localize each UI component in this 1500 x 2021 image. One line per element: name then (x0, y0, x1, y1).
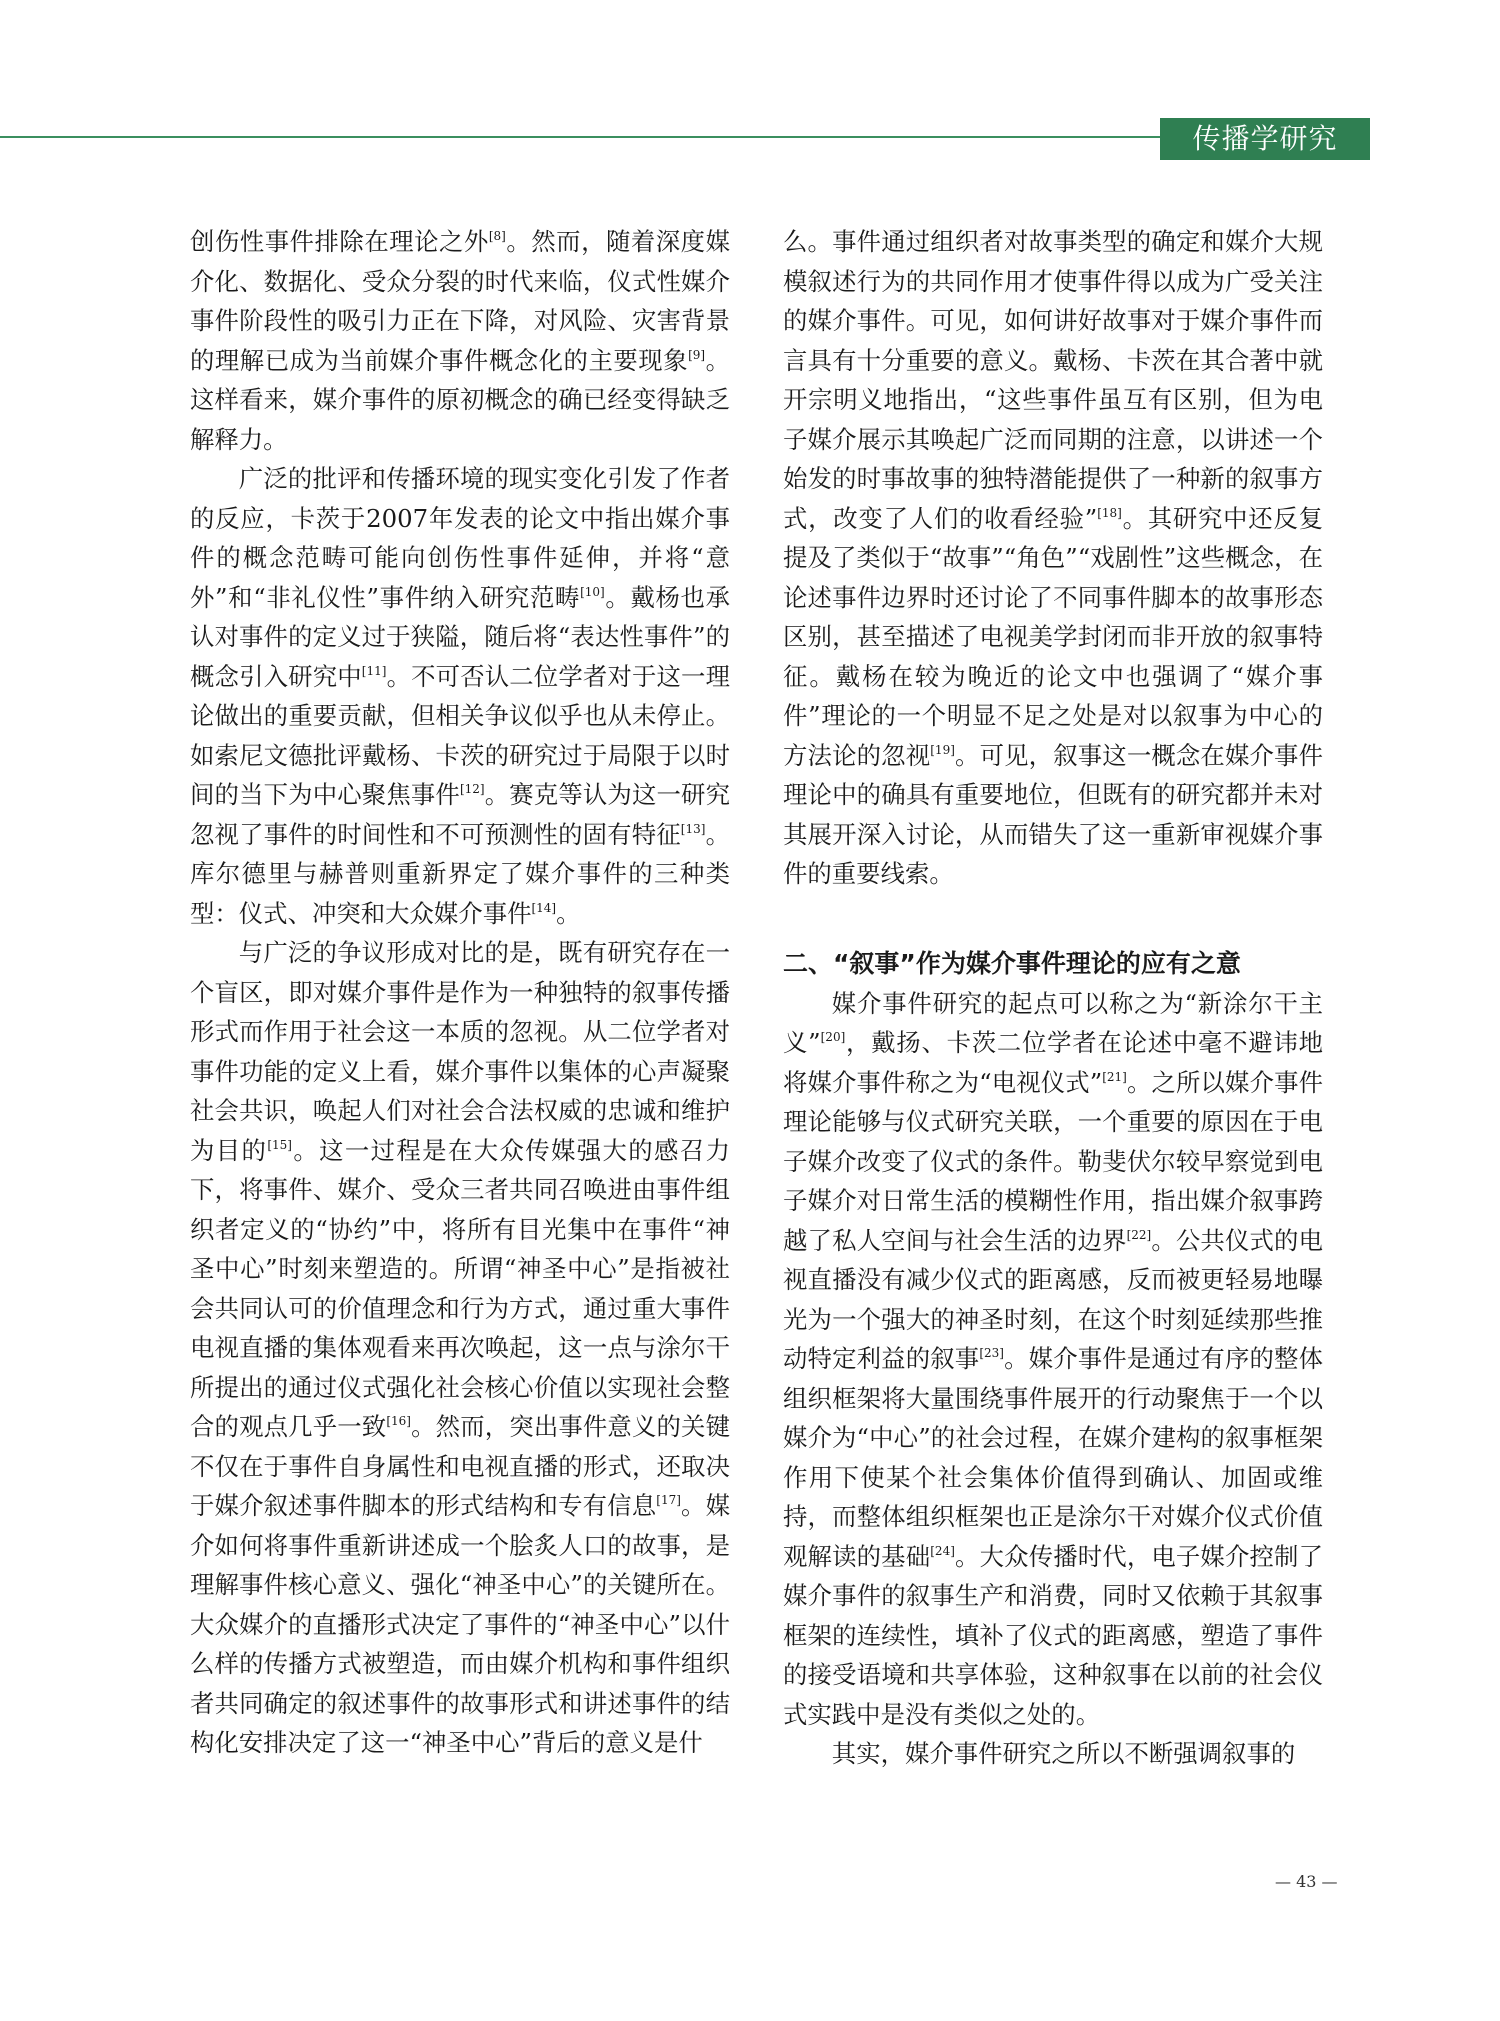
text-run: 。不可否认二位学者对于这一理论做出的重要贡献，但相关争议似乎也从未停止。如索尼文德批评戴杨、卡茨的研究过于局限于以时间的当下为中心聚焦事件 (190, 661, 730, 809)
text-run: 。库尔德里与赫普则重新界定了媒介事件的三种类型：仪式、冲突和大众媒介事件 (190, 819, 730, 928)
citation-ref: [20] (820, 1030, 846, 1044)
text-run: 。这样看来，媒介事件的原初概念的确已经变得缺乏解释力。 (190, 345, 730, 454)
citation-ref: [21] (1102, 1069, 1127, 1084)
paragraph (190, 459, 730, 933)
citation-ref: [18] (1097, 505, 1122, 520)
text-run: 。戴杨也承认对事件的定义过于狭隘，随后将“表达性事件”的概念引入研究中 (190, 582, 730, 691)
text-run: 。赛克等认为这一研究忽视了事件的时间性和不可预测性的固有特征 (190, 780, 730, 849)
paragraph (190, 933, 730, 1763)
text-run: 。然而，突出事件意义的关键不仅在于事件自身属性和电视直播的形式，还取决于媒介叙述事件脚本的形式结构和专有信息 (190, 1412, 730, 1520)
text-run: 么。事件通过组织者对故事类型的确定和媒介大规模叙述行为的共同作用才使事件得以成为广受关注的媒介事件。可见，如何讲好故事对于媒介事件而言具有十分重要的意义。戴杨、卡茨在其合著中就开宗明义地指出，“这些事件虽互有区别，但为电子媒介展示其唤起广泛而同期的注意，以讲述一个始发的时事故事的独特潜能提供了一种新的叙事方式，改变了人们的收看经验” (783, 227, 1323, 533)
left-column (190, 222, 730, 1763)
text-run: 广泛的批评和传播环境的现实变化引发了作者的反应，卡茨于2007年发表的论文中指出媒介事件的概念范畴可能向创伤性事件延伸，并将“意外”和“非礼仪性”事件纳入研究范畴 (190, 464, 730, 612)
citation-ref: [23] (979, 1346, 1004, 1360)
right-column (783, 222, 1323, 1774)
text-run: 。公共仪式的电视直播没有减少仪式的距离感，反而被更轻易地曝光为一个强大的神圣时刻，在这个时刻延续那些推动特定利益的叙事 (783, 1225, 1323, 1373)
section-heading: 二、“叙事”作为媒介事件理论的应有之意 (783, 948, 1241, 978)
citation-ref: [10] (580, 584, 605, 599)
citation-ref: [24] (930, 1543, 955, 1558)
citation-ref: [17] (656, 1493, 681, 1507)
citation-ref: [16] (386, 1414, 411, 1428)
header-rule (0, 136, 1160, 138)
text-run: ，戴扬、卡茨二位学者在论述中毫不避讳地将媒介事件称之为“电视仪式” (783, 1028, 1323, 1097)
text-run: 。大众传播时代，电子媒介控制了媒介事件的叙事生产和消费，同时又依赖于其叙事框架的连续性，填补了仪式的距离感，塑造了事件的接受语境和共享体验，这种叙事在以前的社会仪式实践中是没有类似之处的。 (783, 1541, 1323, 1729)
text-run: 。媒介如何将事件重新讲述成一个脍炙人口的故事，是理解事件核心意义、强化“神圣中心”的关键所在。大众媒介的直播形式决定了事件的“神圣中心”以什么样的传播方式被塑造，而由媒介机构和事件组织者共同确定的叙述事件的故事形式和讲述事件的结构化安排决定了这一“神圣中心”背后的意义是什 (190, 1491, 730, 1757)
text-run: 。其研究中还反复提及了类似于“故事”“角色”“戏剧性”这些概念，在论述事件边界时还讨论了不同事件脚本的故事形态区别，甚至描述了电视美学封闭而非开放的叙事特征。戴杨在较为晚近的论文中也强调了“媒介事件”理论的一个明显不足之处是对以叙事为中心的方法论的忽视 (783, 503, 1323, 770)
citation-ref: [15] (267, 1137, 292, 1152)
text-run: 。这一过程是在大众传媒强大的感召力下，将事件、媒介、受众三者共同召唤进由事件组织者定义的“协约”中，将所有目光集中在事件“神圣中心”时刻来塑造的。所谓“神圣中心”是指被社会共同认可的价值理念和行为方式，通过重大事件电视直播的集体观看来再次唤起，这一点与涂尔干所提出的通过仪式强化社会核心价值以实现社会整合的观点几乎一致 (190, 1135, 730, 1441)
section-title: 传播学研究 (1160, 118, 1370, 160)
page-number: — 43 — (1275, 1872, 1338, 1891)
text-run: 。媒介事件是通过有序的整体组织框架将大量围绕事件展开的行动聚焦于一个以媒介为“中心”的社会过程，在媒介建构的叙事框架作用下使某个社会集体价值得到确认、加固或维持，而整体组织框架也正是涂尔干对媒介仪式价值观解读的基础 (783, 1344, 1323, 1571)
paragraph (783, 222, 1323, 894)
citation-ref: [14] (531, 900, 557, 915)
citation-ref: [13] (680, 821, 706, 836)
citation-ref: [9] (688, 347, 706, 362)
paragraph (783, 984, 1323, 1735)
paragraph (190, 222, 730, 459)
paragraph (783, 1734, 1323, 1774)
text-run: 。 (556, 898, 581, 928)
text-run: 。可见，叙事这一概念在媒介事件理论中的确具有重要地位，但既有的研究都并未对其展开深入讨论，从而错失了这一重新审视媒介事件的重要线索。 (783, 740, 1323, 888)
citation-ref: [11] (361, 663, 387, 678)
text-run: 。然而，随着深度媒介化、数据化、受众分裂的时代来临，仪式性媒介事件阶段性的吸引力正在下降，对风险、灾害背景的理解已成为当前媒介事件概念化的主要现象 (190, 227, 730, 375)
citation-ref: [8] (488, 229, 506, 243)
text-run: 与广泛的争议形成对比的是，既有研究存在一个盲区，即对媒介事件是作为一种独特的叙事传播形式而作用于社会这一本质的忽视。从二位学者对事件功能的定义上看，媒介事件以集体的心声凝聚社会共识，唤起人们对社会合法权威的忠诚和维护为目的 (190, 938, 730, 1165)
text-run: 。之所以媒介事件理论能够与仪式研究关联，一个重要的原因在于电子媒介改变了仪式的条件。勒斐伏尔较早察觉到电子媒介对日常生活的模糊性作用，指出媒介叙事跨越了私人空间与社会生活的边界 (783, 1067, 1323, 1255)
text-run: 创伤性事件排除在理论之外 (190, 227, 489, 256)
citation-ref: [12] (459, 782, 485, 796)
text-run: 媒介事件研究的起点可以称之为“新涂尔干主义” (783, 988, 1323, 1057)
citation-ref: [19] (930, 742, 955, 757)
text-run: 其实，媒介事件研究之所以不断强调叙事的 (831, 1739, 1296, 1768)
citation-ref: [22] (1126, 1227, 1152, 1242)
